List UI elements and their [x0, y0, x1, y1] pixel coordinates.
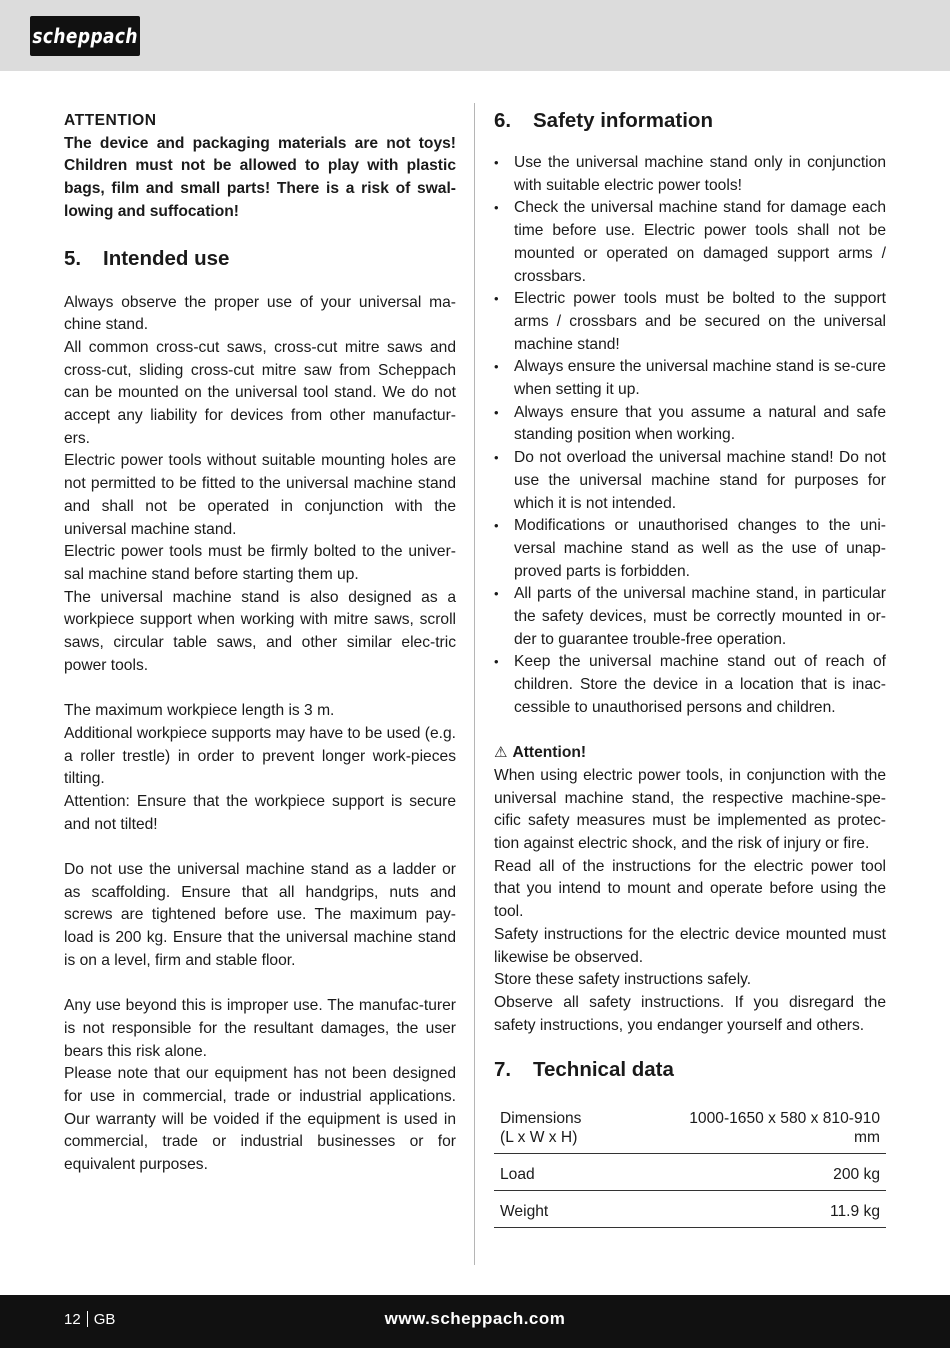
warning-triangle-icon: ⚠	[494, 744, 508, 762]
list-item: • Do not overload the universal machine stand! Do not use the universal machine stand for purposes for which it is not intended.	[494, 449, 886, 512]
bullet-icon: •	[494, 518, 499, 534]
bullet-icon: •	[494, 359, 499, 375]
attention-text: The device and packaging materials are not toys! Children must not be allowed to play with plastic bags, film and small parts! There is a risk of swal-lowing and suffocation!	[64, 134, 456, 220]
technical-data-table	[494, 1103, 886, 1228]
page-number: 12	[64, 1311, 81, 1328]
header-bar	[0, 0, 950, 71]
section-title: Intended use	[103, 246, 230, 270]
safety-bullet-list	[494, 152, 886, 720]
section-number: 6.	[494, 109, 512, 132]
paragraph: All common cross-cut saws, cross-cut mitre saws and cross-cut, sliding cross-cut mitre saw from Scheppach can be mounted on the universal tool stand. We do not accept any liability for devices from other manufactur-ers.	[64, 338, 456, 447]
table-row	[494, 1103, 886, 1154]
paragraph: Please note that our equipment has not been designed for use in commercial, trade or industrial applications. Our warranty will be voided if the equipment is used in commercial, trade or industrial businesses or for equivalent purposes.	[64, 1065, 456, 1174]
paragraph: Read all of the instructions for the electric power tool that you intend to mount and operate before using the tool.	[494, 857, 886, 921]
table-cell-value: 200 kg	[618, 1154, 886, 1191]
footer-bar	[0, 1295, 950, 1348]
list-item: • Check the universal machine stand for damage each time before use. Electric power tools shall not be mounted or operated on damaged support arms / crossbars.	[494, 199, 886, 285]
bullet-icon: •	[494, 155, 499, 170]
list-item: • Electric power tools must be bolted to the support arms / crossbars and be secured on the universal machine stand!	[494, 290, 886, 353]
table-cell-value: 1000-1650 x 580 x 810-910 mm	[618, 1103, 886, 1154]
brand-logo	[30, 16, 140, 56]
packaging-attention-block	[64, 110, 456, 224]
section-title: Technical data	[533, 1058, 674, 1082]
section-5-heading	[64, 246, 456, 272]
website-link[interactable]: www.scheppach.com	[384, 1309, 566, 1328]
paragraph: Safety instructions for the electric device mounted must likewise be observed.	[494, 925, 886, 966]
bullet-icon: •	[494, 450, 499, 466]
paragraph: Observe all safety instructions. If you disregard the safety instructions, you endanger yourself and others.	[494, 994, 886, 1034]
attention-heading: ⚠ Attention!	[494, 742, 886, 765]
right-column	[494, 110, 886, 1228]
list-item: • Always ensure that you assume a natural and safe standing position when working.	[494, 403, 886, 444]
bullet-icon: •	[494, 404, 499, 420]
bullet-icon: •	[494, 586, 499, 602]
list-item: • Modifications or unauthorised changes to the uni-versal machine stand as well as the use of unap-proved parts is forbidden.	[494, 517, 886, 580]
section-7-heading	[494, 1057, 886, 1083]
section-number: 5.	[64, 246, 82, 270]
logo-text: scheppach	[32, 24, 138, 48]
bullet-icon: •	[494, 200, 499, 216]
paragraph: Store these safety instructions safely.	[494, 971, 752, 989]
paragraph: Do not use the universal machine stand as a ladder or as scaffolding. Ensure that all handgrips, nuts and screws are tightened before use. The maximum pay-load is 200 kg. Ensure that the universal machine stand is on a level, firm and stable floor.	[64, 861, 456, 969]
list-item: • All parts of the universal machine stand, in particular the safety devices, must be correctly mounted in or-der to guarantee trouble-free operation.	[494, 585, 886, 648]
table-row	[494, 1191, 886, 1228]
left-column	[64, 110, 456, 1177]
attention-title: ATTENTION	[64, 112, 157, 129]
section-number: 7.	[494, 1058, 512, 1082]
bullet-icon: •	[494, 654, 499, 670]
section-title: Safety information	[533, 109, 713, 132]
paragraph: Attention: Ensure that the workpiece support is secure and not tilted!	[64, 792, 456, 833]
table-row	[494, 1154, 886, 1191]
list-item: • Keep the universal machine stand out of reach of children. Store the device in a location that is inac-cessible to unauthorised persons and children.	[494, 653, 886, 716]
list-item: • Use the universal machine stand only in conjunction with suitable electric power tools!	[494, 154, 886, 194]
table-cell-label: Dimensions (L x W x H)	[494, 1103, 618, 1154]
paragraph: Always observe the proper use of your universal ma-chine stand.	[64, 293, 456, 334]
paragraph: When using electric power tools, in conjunction with the universal machine stand, the respective machine-spe-cific safety measures must be implemented as protec-tion against electric shock, and the risk of injury or fire.	[494, 766, 886, 853]
paragraph: The maximum workpiece length is 3 m.	[64, 702, 335, 720]
paragraph: The universal machine stand is also designed as a workpiece support when working with mitre saws, scroll saws, circular table saws, and other similar elec-tric power tools.	[64, 588, 456, 674]
paragraph: Additional workpiece supports may have to be used (e.g. a roller trestle) in order to prevent longer work-pieces tilting.	[64, 724, 456, 788]
paragraph: Any use beyond this is improper use. The manufac-turer is not responsible for the resultant damages, the user bears this risk alone.	[64, 997, 456, 1060]
table-cell-label: Weight	[494, 1191, 618, 1228]
section-6-heading	[494, 108, 886, 134]
column-divider	[474, 103, 475, 1265]
table-cell-value: 11.9 kg	[618, 1191, 886, 1228]
bullet-icon: •	[494, 291, 499, 307]
language-code: GB	[93, 1311, 116, 1328]
paragraph: Electric power tools must be firmly bolted to the univer-sal machine stand before starting them up.	[64, 543, 456, 583]
list-item: • Always ensure the universal machine stand is se-cure when setting it up.	[494, 358, 886, 399]
paragraph: Electric power tools without suitable mounting holes are not permitted to be fitted to the universal machine stand and shall not be operated in conjunction with the universal machine stand.	[64, 452, 456, 538]
table-cell-label: Load	[494, 1154, 618, 1191]
